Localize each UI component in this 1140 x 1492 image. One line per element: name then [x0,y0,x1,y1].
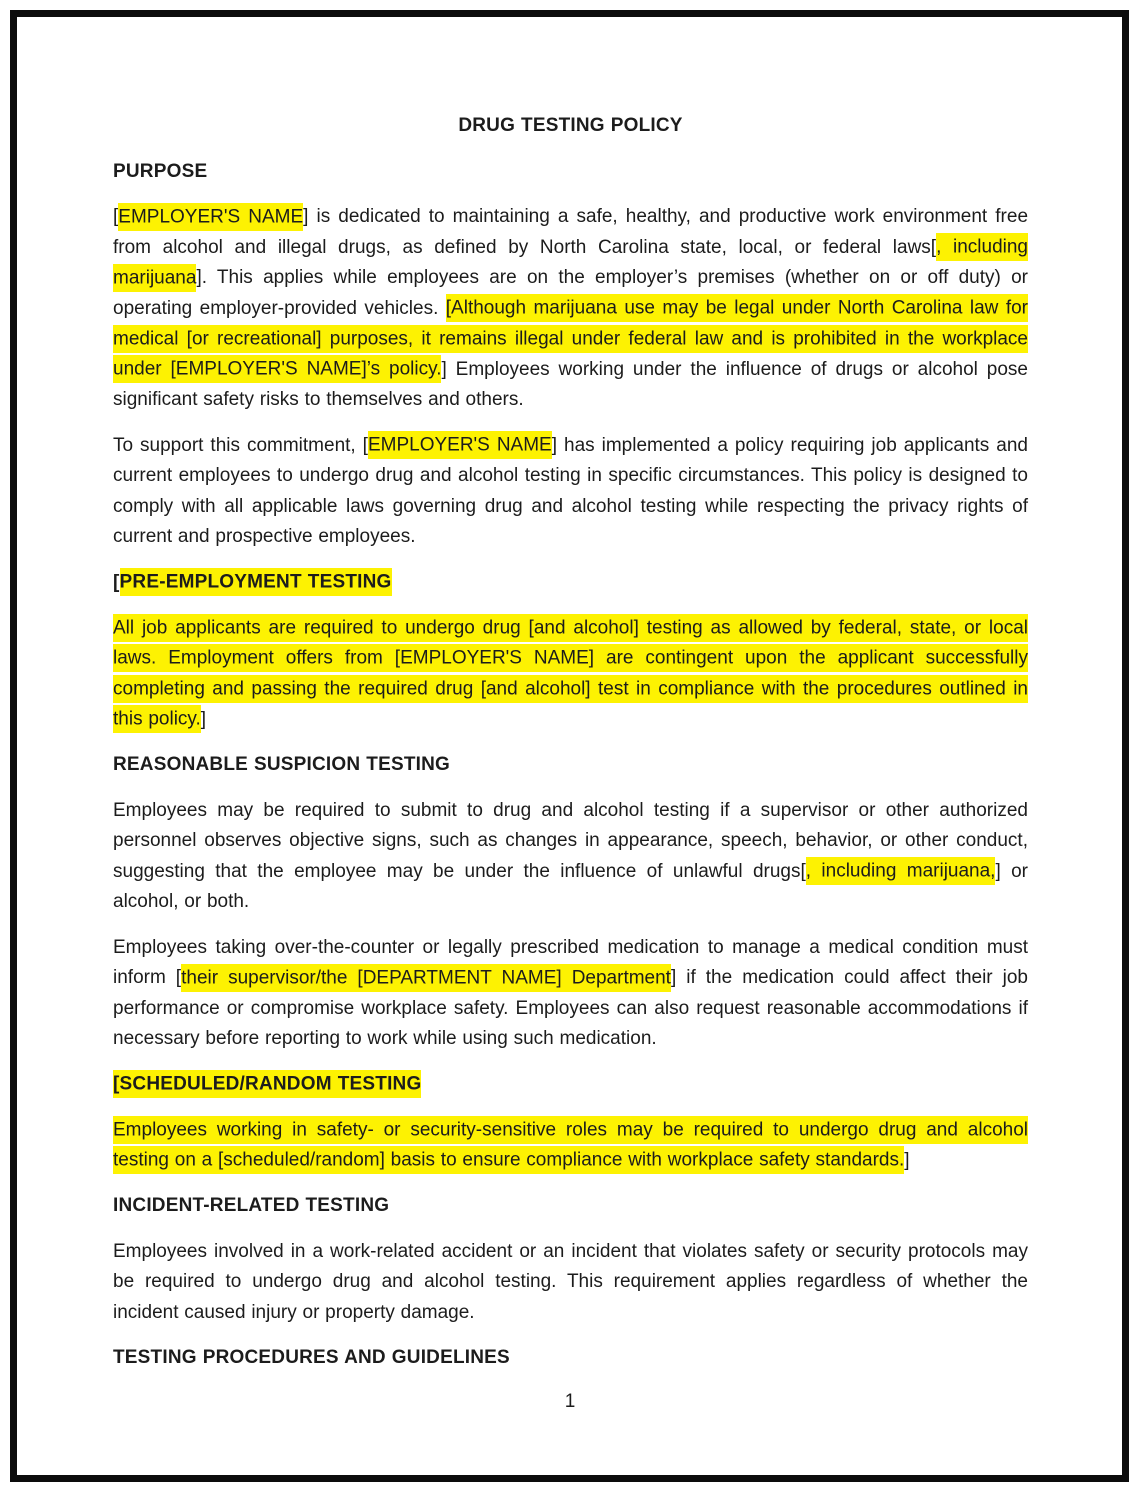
highlighted-text: All job applicants are required to undergo drug [and alcohol] testing as allowed by federal, state, or local laws. Employment offers from [EMPLOYER'S NAME] are contingent upon the applicant successfully completing and passing the required drug [and alcohol] test in compliance with the procedures outlined in this policy. [113,614,1028,734]
text-run: ] or alcohol, or both. [113,860,1028,912]
para-medication-disclosure [113,933,1028,1055]
text-run: ] [904,1149,910,1171]
text-run: REASONABLE SUSPICION TESTING [113,754,451,775]
para-scheduled-random-testing [113,1115,1028,1176]
para-incident-related-testing [113,1237,1028,1329]
page-number: 1 [564,1391,576,1412]
heading-testing-procedures [113,1343,1028,1374]
text-run: PURPOSE [113,160,208,182]
text-run: ] is dedicated to maintaining a safe, healthy, and productive work environment free from alcohol and illegal drugs, as defined by North Carolina state, local, or federal laws[ [113,206,1029,258]
text-run: Employees involved in a work-related accident or an incident that violates safety or security protocols may be required to undergo drug and alcohol testing. This requirement applies regardless of whether the incident caused injury or property damage. [113,1240,1028,1323]
para-purpose-2 [113,431,1028,553]
highlighted-text: EMPLOYER'S NAME [118,203,303,231]
highlighted-text: [Although marijuana use may be legal under North Carolina law for medical [or recreational] purposes, it remains illegal under federal law and is prohibited in the workplace under [EMPLOYER'S NAME]’s policy. [113,294,1028,383]
highlighted-text: Employees working in safety- or security-sensitive roles may be required to undergo drug and alcohol testing on a [scheduled/random] basis to ensure compliance with workplace safety standards. [113,1116,1028,1175]
doc-title [113,111,1028,142]
text-run: ] has implemented a policy requiring job applicants and current employees to undergo drug and alcohol testing in specific circumstances. This policy is designed to comply with all applicable laws governing drug and alcohol testing while respecting the privacy rights of current and prospective employees. [113,434,1028,547]
highlighted-text: PRE-EMPLOYMENT TESTING [120,568,392,596]
text-run: [ [113,206,119,227]
text-run: INCIDENT-RELATED TESTING [113,1195,390,1216]
text-run: ] Employees working under the influence of drugs or alcohol pose significant safety risks to themselves and others. [113,358,1028,410]
text-run: Employees may be required to submit to drug and alcohol testing if a supervisor or other authorized personnel observes objective signs, such as changes in appearance, speech, behavior, or other conduct, suggesting that the employee may be under the influence of unlawful drugs[ [113,799,1028,882]
heading-scheduled-random-testing [113,1070,1028,1101]
text-run: To support this commitment, [ [113,434,368,456]
para-reasonable-suspicion-testing [113,796,1028,918]
highlighted-text: , including marijuana, [806,857,996,885]
heading-reasonable-suspicion-testing [113,750,1028,781]
document-content [113,111,1028,1389]
heading-pre-employment-testing [113,568,1028,599]
para-purpose-1 [113,202,1028,416]
text-run: TESTING PROCEDURES AND GUIDELINES [113,1347,510,1368]
text-run: Employees taking over-the-counter or legally prescribed medication to manage a medical condition must inform [ [113,936,1028,988]
highlighted-text: their supervisor/the [DEPARTMENT NAME] Department [181,964,671,992]
text-run: DRUG TESTING POLICY [458,115,683,136]
heading-incident-related-testing [113,1191,1028,1222]
highlighted-text: [SCHEDULED/RANDOM TESTING [113,1070,421,1098]
highlighted-text: EMPLOYER'S NAME [368,431,552,459]
text-run: ]. This applies while employees are on the employer’s premises (whether on or off duty) or operating employer-provided vehicles. [113,267,1028,319]
highlighted-text: , including marijuana [113,233,1028,292]
text-run: [ [113,571,120,593]
heading-purpose [113,157,1028,188]
text-run: ] if the medication could affect their job performance or compromise workplace safety. Employees can also request reasonable accommodations if necessary before reporting to work while using such medication. [113,967,1028,1049]
para-pre-employment-testing [113,613,1028,735]
text-run: ] [200,708,207,730]
